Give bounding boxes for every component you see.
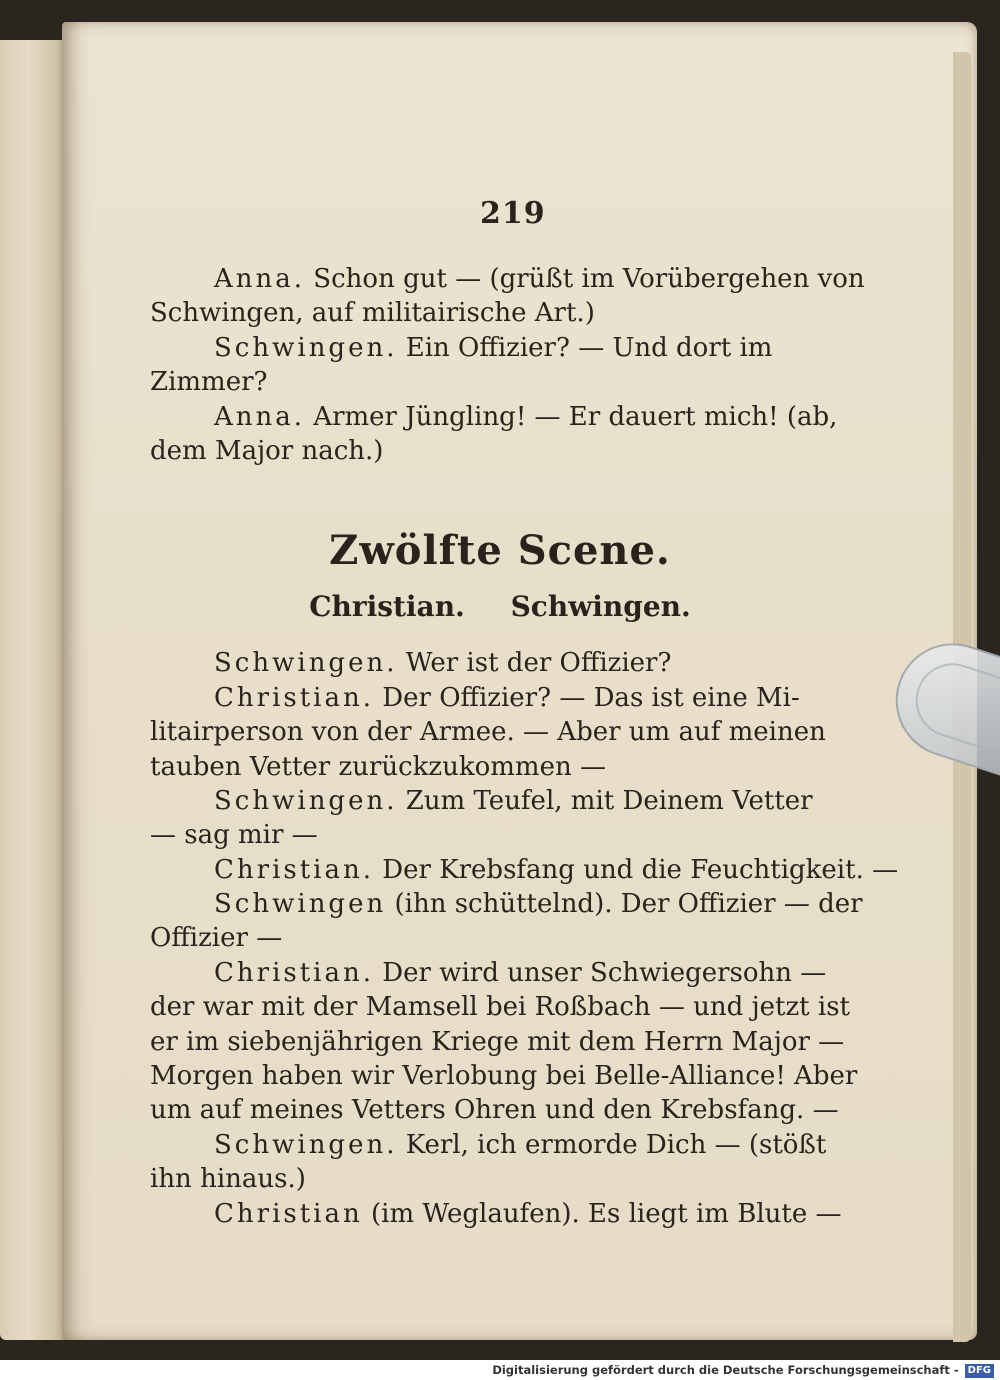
line-text: Der Krebsfang und die Feuchtigkeit. —: [374, 854, 899, 885]
line-text: Kerl, ich ermorde Dich — (stößt: [397, 1129, 827, 1160]
line-text: ihn hinaus.): [150, 1164, 306, 1195]
text-line: [150, 1025, 850, 1059]
text-line: [150, 296, 850, 330]
line-text: Zum Teufel, mit Deinem Vetter: [397, 785, 813, 816]
text-line: [150, 887, 863, 921]
page-clip-inner: [906, 654, 1000, 760]
speaker-name: Christian.: [214, 957, 374, 988]
character-name: Schwingen.: [510, 590, 691, 624]
line-text: (ihn schüttelnd). Der Offizier — der: [386, 889, 863, 920]
speaker-name: Schwingen.: [214, 785, 398, 816]
left-page-edge: [0, 40, 70, 1340]
text-line: [150, 1128, 850, 1162]
line-text: Schon gut — (grüßt im Vorübergehen von: [305, 264, 865, 294]
speaker-name: Schwingen.: [214, 332, 398, 363]
digitization-footer: [0, 1360, 1000, 1380]
line-text: um auf meines Vetters Ohren und den Krebsfang. —: [150, 1095, 839, 1126]
text-line: [150, 1197, 850, 1231]
scene-heading: Zwölfte Scene.: [329, 527, 671, 575]
text-line: [150, 818, 850, 852]
line-text: Ein Offizier? — Und dort im: [397, 332, 773, 363]
text-line: [150, 956, 850, 990]
text-line: [150, 715, 850, 749]
text-line: [150, 681, 850, 715]
text-line: [150, 921, 850, 955]
line-text: (im Weglaufen). Es liegt im Blute —: [362, 1198, 842, 1229]
line-text: Wer ist der Offizier?: [397, 648, 672, 679]
line-text: er im siebenjährigen Kriege mit dem Herrn Major —: [150, 1026, 845, 1057]
page-number: 219: [480, 196, 546, 231]
text-line: [150, 365, 850, 399]
text-line: [150, 1162, 850, 1196]
text-line: [150, 990, 850, 1024]
line-text: Der Offizier? — Das ist eine Mi-: [374, 682, 800, 713]
speaker-name: Schwingen: [214, 889, 387, 920]
line-text: Morgen haben wir Verlobung bei Belle-Alliance! Aber: [150, 1061, 858, 1092]
line-text: Der wird unser Schwiegersohn —: [374, 957, 827, 988]
line-text: Schwingen, auf militairische Art.): [150, 298, 595, 329]
line-text: Zimmer?: [150, 367, 268, 398]
speaker-name: Schwingen.: [214, 648, 398, 679]
text-line: [150, 434, 850, 468]
footer-text: Digitalisierung gefördert durch die Deutsche Forschungsgemeinschaft -: [492, 1363, 959, 1377]
text-line: [150, 400, 850, 434]
line-text: litairperson von der Armee. — Aber um auf meinen: [150, 717, 826, 748]
text-line: [150, 331, 850, 365]
text-line: [150, 784, 850, 818]
line-text: Armer Jüngling! — Er dauert mich! (ab,: [305, 401, 838, 432]
line-text: Offizier —: [150, 923, 283, 954]
text-line: [150, 853, 899, 887]
speaker-name: Anna.: [214, 401, 306, 432]
page-text: [150, 262, 899, 1231]
dialogue-block-top: [150, 262, 865, 468]
text-line: [150, 262, 865, 296]
dialogue-block-scene: [150, 646, 899, 1231]
line-text: der war mit der Mamsell bei Roßbach — und jetzt ist: [150, 992, 850, 1023]
character-name: Christian.: [309, 590, 465, 624]
line-text: — sag mir —: [150, 820, 318, 851]
speaker-name: Schwingen.: [214, 1129, 398, 1160]
speaker-name: Christian.: [214, 682, 374, 713]
text-line: [150, 1059, 858, 1093]
speaker-name: Christian: [214, 1198, 363, 1229]
dfg-logo: DFG: [965, 1364, 994, 1378]
text-line: [150, 750, 850, 784]
line-text: dem Major nach.): [150, 435, 384, 466]
scene-characters: [150, 582, 850, 632]
line-text: tauben Vetter zurückzukommen —: [150, 751, 606, 782]
text-line: [150, 1093, 850, 1127]
text-line: [150, 646, 850, 680]
speaker-name: Anna.: [214, 264, 306, 294]
speaker-name: Christian.: [214, 854, 374, 885]
